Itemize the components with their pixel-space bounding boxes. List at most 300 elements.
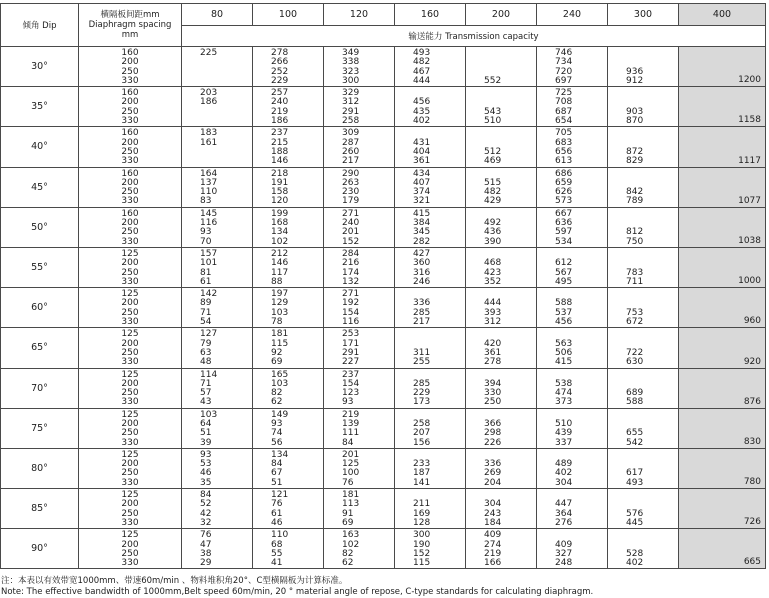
capacity-cell — [395, 529, 466, 569]
capacity-value: 158 — [271, 187, 289, 198]
capacity-value: 227 — [342, 357, 360, 368]
capacity-value: 829 — [626, 156, 644, 167]
capacity-value: 255 — [413, 357, 431, 368]
capacity-value: 402 — [413, 116, 431, 127]
dip-cell: 75° — [1, 408, 79, 448]
capacity-value: 110 — [271, 530, 289, 541]
spacing-value: 200 — [121, 177, 139, 188]
spacing-value: 250 — [121, 66, 139, 77]
capacity-value: 263 — [342, 177, 360, 188]
capacity-value: 181 — [271, 329, 289, 340]
spacing-value: 125 — [121, 530, 139, 541]
capacity-cell — [182, 448, 253, 488]
capacity-value: 282 — [413, 236, 431, 247]
capacity-cell — [253, 247, 324, 287]
spacing-value: 200 — [121, 418, 139, 429]
capacity-cell — [182, 489, 253, 529]
capacity-value: 67 — [271, 468, 283, 479]
capacity-value: 243 — [484, 508, 502, 519]
capacity-value: 52 — [200, 499, 212, 510]
capacity-cell — [395, 368, 466, 408]
capacity-cell — [608, 328, 679, 368]
capacity-value: 711 — [626, 276, 644, 287]
table-body — [1, 47, 766, 569]
capacity-value: 439 — [555, 428, 573, 439]
capacity-value: 56 — [271, 437, 283, 448]
capacity-value: 373 — [555, 397, 573, 408]
capacity-value: 186 — [271, 116, 289, 127]
capacity-cell — [253, 47, 324, 87]
capacity-value: 404 — [413, 146, 431, 157]
capacity-cell — [466, 368, 537, 408]
capacity-value: 230 — [342, 187, 360, 198]
capacity-value: 444 — [484, 298, 502, 309]
capacity-value: 93 — [200, 227, 212, 238]
capacity-value: 116 — [342, 317, 360, 328]
capacity-value: 113 — [342, 499, 360, 510]
capacity-value: 174 — [342, 267, 360, 278]
width-header: 160 — [395, 4, 466, 26]
capacity-value: 129 — [271, 298, 289, 309]
capacity-value: 654 — [555, 116, 573, 127]
capacity-value: 394 — [484, 378, 502, 389]
capacity-cell — [466, 529, 537, 569]
capacity-value: 186 — [200, 97, 218, 108]
capacity-value: 190 — [413, 539, 431, 550]
capacity-value: 337 — [555, 437, 573, 448]
capacity-value: 191 — [271, 177, 289, 188]
capacity-value: 567 — [555, 267, 573, 278]
table-row — [1, 489, 766, 529]
capacity-value: 336 — [413, 298, 431, 309]
table-row — [1, 247, 766, 287]
capacity-cell — [324, 207, 395, 247]
capacity-value: 89 — [200, 298, 212, 309]
capacity-value: 117 — [271, 267, 289, 278]
capacity-value: 211 — [413, 499, 431, 510]
capacity-value: 552 — [484, 75, 502, 86]
capacity-cell — [324, 408, 395, 448]
capacity-value: 76 — [342, 477, 354, 488]
capacity-value: 672 — [626, 317, 644, 328]
capacity-cell — [253, 529, 324, 569]
capacity-value: 435 — [413, 106, 431, 117]
capacity-value: 613 — [555, 156, 573, 167]
capacity-value: 493 — [413, 48, 431, 58]
spacing-value: 250 — [121, 307, 139, 318]
capacity-value: 100 — [342, 468, 360, 479]
spacing-value: 250 — [121, 267, 139, 278]
capacity-value: 154 — [342, 378, 360, 389]
capacity-cell — [466, 47, 537, 87]
capacity-value: 55 — [271, 548, 283, 559]
capacity-400-cell: 1158 — [679, 87, 766, 127]
dip-header: 倾角 Dip — [1, 4, 79, 47]
capacity-value: 164 — [200, 168, 218, 179]
capacity-value: 161 — [200, 137, 218, 148]
capacity-value: 468 — [484, 258, 502, 269]
capacity-cell — [608, 167, 679, 207]
width-header: 240 — [537, 4, 608, 26]
capacity-value: 125 — [342, 459, 360, 470]
capacity-value: 110 — [200, 187, 218, 198]
capacity-value: 103 — [271, 378, 289, 389]
capacity-cell — [182, 127, 253, 167]
capacity-value: 219 — [484, 548, 502, 559]
capacity-value: 51 — [200, 428, 212, 439]
capacity-value: 626 — [555, 187, 573, 198]
spacing-value: 160 — [121, 208, 139, 219]
capacity-400-cell: 920 — [679, 328, 766, 368]
capacity-400-cell: 1038 — [679, 207, 766, 247]
capacity-value: 746 — [555, 48, 573, 58]
capacity-value: 219 — [271, 106, 289, 117]
spacing-value: 250 — [121, 106, 139, 117]
capacity-value: 374 — [413, 187, 431, 198]
capacity-cell — [324, 328, 395, 368]
capacity-cell — [466, 167, 537, 207]
spacing-header-en: Diaphragm spacing mm — [88, 20, 172, 40]
capacity-value: 102 — [342, 539, 360, 550]
capacity-cell — [324, 47, 395, 87]
capacity-cell — [466, 87, 537, 127]
capacity-value: 38 — [200, 548, 212, 559]
capacity-value: 510 — [484, 116, 502, 127]
width-header: 400 — [679, 4, 766, 26]
capacity-value: 197 — [271, 289, 289, 300]
capacity-value: 181 — [342, 490, 360, 501]
capacity-value: 630 — [626, 357, 644, 368]
capacity-cell — [253, 408, 324, 448]
capacity-value: 252 — [271, 66, 289, 77]
footnote-en: Note: The effective bandwidth of 1000mm,Belt speed 60m/min, 20 ° material angle of repose, C-type standards for calculating diaphragm. — [1, 587, 594, 597]
capacity-400-cell: 1117 — [679, 127, 766, 167]
capacity-cell — [182, 47, 253, 87]
capacity-cell — [608, 207, 679, 247]
capacity-value: 409 — [555, 539, 573, 550]
capacity-value: 298 — [484, 428, 502, 439]
capacity-value: 218 — [271, 168, 289, 179]
capacity-value: 149 — [271, 409, 289, 420]
capacity-value: 588 — [555, 298, 573, 309]
capacity-cell — [466, 328, 537, 368]
capacity-400-cell: 876 — [679, 368, 766, 408]
dip-cell: 35° — [1, 87, 79, 127]
capacity-value: 659 — [555, 177, 573, 188]
capacity-value: 84 — [271, 459, 283, 470]
capacity-value: 207 — [413, 428, 431, 439]
dip-cell: 85° — [1, 489, 79, 529]
capacity-value: 32 — [200, 517, 212, 528]
capacity-value: 93 — [271, 418, 283, 429]
capacity-value — [626, 290, 678, 299]
capacity-value: 229 — [271, 75, 289, 86]
spacing-value: 200 — [121, 57, 139, 68]
capacity-value: 115 — [271, 338, 289, 349]
capacity-cell — [182, 167, 253, 207]
capacity-cell — [324, 167, 395, 207]
capacity-value: 48 — [200, 357, 212, 368]
capacity-value: 82 — [342, 548, 354, 559]
capacity-cell — [608, 247, 679, 287]
capacity-value: 872 — [626, 146, 644, 157]
dip-cell: 45° — [1, 167, 79, 207]
width-header: 200 — [466, 4, 537, 26]
capacity-value: 62 — [342, 558, 354, 569]
dip-cell: 50° — [1, 207, 79, 247]
spacing-value: 330 — [121, 116, 139, 127]
spacing-value: 200 — [121, 338, 139, 349]
capacity-value: 103 — [271, 307, 289, 318]
capacity-value: 216 — [342, 258, 360, 269]
capacity-value: 179 — [342, 196, 360, 207]
capacity-cell — [537, 328, 608, 368]
capacity-value: 284 — [342, 248, 360, 259]
capacity-value: 456 — [413, 97, 431, 108]
capacity-table — [0, 3, 766, 569]
capacity-value: 384 — [413, 218, 431, 229]
spacing-cell — [79, 167, 182, 207]
capacity-value: 936 — [626, 66, 644, 77]
capacity-value: 53 — [200, 459, 212, 470]
capacity-cell — [253, 368, 324, 408]
capacity-cell — [537, 247, 608, 287]
capacity-value: 683 — [555, 137, 573, 148]
width-header: 120 — [324, 4, 395, 26]
capacity-value: 420 — [484, 338, 502, 349]
capacity-value: 128 — [413, 517, 431, 528]
spacing-value: 250 — [121, 428, 139, 439]
spacing-header-cn: 横隔板间距mm — [100, 10, 160, 20]
capacity-value: 495 — [555, 276, 573, 287]
capacity-value: 349 — [342, 48, 360, 58]
capacity-value: 76 — [200, 530, 212, 541]
capacity-value: 69 — [342, 517, 354, 528]
capacity-cell — [608, 529, 679, 569]
capacity-cell — [466, 247, 537, 287]
spacing-value: 125 — [121, 369, 139, 380]
capacity-value: 300 — [413, 530, 431, 541]
capacity-value: 62 — [271, 397, 283, 408]
table-row — [1, 368, 766, 408]
capacity-value: 120 — [271, 196, 289, 207]
spacing-value: 250 — [121, 468, 139, 479]
capacity-value: 407 — [413, 177, 431, 188]
capacity-400-cell: 726 — [679, 489, 766, 529]
capacity-value: 103 — [200, 409, 218, 420]
capacity-value: 192 — [342, 298, 360, 309]
capacity-value: 789 — [626, 196, 644, 207]
capacity-value: 233 — [413, 459, 431, 470]
capacity-cell — [395, 408, 466, 448]
capacity-value: 542 — [626, 437, 644, 448]
capacity-value: 276 — [555, 517, 573, 528]
capacity-value: 510 — [555, 418, 573, 429]
capacity-cell — [537, 368, 608, 408]
capacity-value: 534 — [555, 236, 573, 247]
capacity-value: 361 — [484, 347, 502, 358]
capacity-400-cell: 960 — [679, 288, 766, 328]
capacity-value: 248 — [555, 558, 573, 569]
capacity-value: 327 — [555, 548, 573, 559]
capacity-value: 655 — [626, 428, 644, 439]
capacity-value — [626, 330, 678, 339]
capacity-value: 79 — [200, 338, 212, 349]
spacing-value: 200 — [121, 298, 139, 309]
capacity-value: 285 — [413, 307, 431, 318]
spacing-value: 250 — [121, 508, 139, 519]
capacity-value — [413, 330, 465, 339]
capacity-value: 258 — [413, 418, 431, 429]
capacity-value: 183 — [200, 128, 218, 139]
capacity-cell — [182, 207, 253, 247]
capacity-value — [626, 250, 678, 259]
spacing-value: 160 — [121, 128, 139, 139]
spacing-value: 200 — [121, 499, 139, 510]
capacity-value: 88 — [271, 276, 283, 287]
capacity-400-cell: 1200 — [679, 47, 766, 87]
capacity-value: 271 — [342, 289, 360, 300]
table-row — [1, 167, 766, 207]
capacity-value: 912 — [626, 75, 644, 86]
capacity-value: 57 — [200, 388, 212, 399]
capacity-value — [484, 129, 536, 138]
capacity-cell — [253, 207, 324, 247]
capacity-value: 145 — [200, 208, 218, 219]
table-row — [1, 47, 766, 87]
capacity-value: 54 — [200, 317, 212, 328]
capacity-value: 168 — [271, 218, 289, 229]
capacity-value: 76 — [271, 499, 283, 510]
capacity-value: 237 — [271, 128, 289, 139]
capacity-cell — [324, 529, 395, 569]
capacity-cell — [182, 247, 253, 287]
capacity-value: 165 — [271, 369, 289, 380]
capacity-value: 71 — [200, 307, 212, 318]
spacing-cell — [79, 529, 182, 569]
capacity-value: 312 — [484, 317, 502, 328]
capacity-value: 187 — [413, 468, 431, 479]
capacity-cell — [324, 448, 395, 488]
capacity-value: 528 — [626, 548, 644, 559]
capacity-value: 842 — [626, 187, 644, 198]
capacity-value: 115 — [413, 558, 431, 569]
capacity-value: 753 — [626, 307, 644, 318]
capacity-value: 163 — [342, 530, 360, 541]
capacity-value: 141 — [413, 477, 431, 488]
capacity-cell — [395, 167, 466, 207]
capacity-value: 134 — [271, 227, 289, 238]
spacing-value: 200 — [121, 378, 139, 389]
spacing-cell — [79, 247, 182, 287]
capacity-value: 338 — [342, 57, 360, 68]
capacity-value: 300 — [342, 75, 360, 86]
capacity-cell — [182, 328, 253, 368]
capacity-value: 360 — [413, 258, 431, 269]
capacity-value: 467 — [413, 66, 431, 77]
capacity-value: 39 — [200, 437, 212, 448]
capacity-value: 217 — [342, 156, 360, 167]
capacity-value: 366 — [484, 418, 502, 429]
capacity-value — [626, 89, 678, 98]
capacity-cell — [608, 368, 679, 408]
capacity-value: 393 — [484, 307, 502, 318]
capacity-value: 597 — [555, 227, 573, 238]
capacity-value: 29 — [200, 558, 212, 569]
spacing-value: 330 — [121, 276, 139, 287]
capacity-value: 83 — [200, 196, 212, 207]
capacity-value: 291 — [342, 347, 360, 358]
capacity-value: 429 — [484, 196, 502, 207]
capacity-cell — [253, 489, 324, 529]
capacity-value: 722 — [626, 347, 644, 358]
capacity-value: 431 — [413, 137, 431, 148]
capacity-value: 402 — [555, 468, 573, 479]
capacity-value: 686 — [555, 168, 573, 179]
capacity-cell — [395, 489, 466, 529]
capacity-cell — [324, 489, 395, 529]
capacity-value: 204 — [484, 477, 502, 488]
capacity-cell — [466, 288, 537, 328]
capacity-value — [626, 491, 678, 500]
dip-cell: 90° — [1, 529, 79, 569]
capacity-value: 689 — [626, 388, 644, 399]
spacing-value: 330 — [121, 357, 139, 368]
capacity-value: 309 — [342, 128, 360, 139]
capacity-value: 427 — [413, 248, 431, 259]
capacity-value: 323 — [342, 66, 360, 77]
spacing-value: 330 — [121, 236, 139, 247]
capacity-cell — [395, 207, 466, 247]
capacity-cell — [395, 448, 466, 488]
spacing-cell — [79, 87, 182, 127]
capacity-value: 278 — [484, 357, 502, 368]
capacity-value: 74 — [271, 428, 283, 439]
capacity-value: 304 — [555, 477, 573, 488]
capacity-cell — [608, 288, 679, 328]
capacity-cell — [608, 489, 679, 529]
spacing-value: 200 — [121, 97, 139, 108]
capacity-value: 734 — [555, 57, 573, 68]
capacity-cell — [182, 408, 253, 448]
capacity-value — [626, 129, 678, 138]
spacing-value: 250 — [121, 146, 139, 157]
capacity-value: 152 — [413, 548, 431, 559]
capacity-header: 输送能力 Transmission capacity — [182, 25, 766, 47]
capacity-value: 42 — [200, 508, 212, 519]
capacity-cell — [253, 87, 324, 127]
capacity-value: 269 — [484, 468, 502, 479]
spacing-value: 200 — [121, 459, 139, 470]
table-row — [1, 408, 766, 448]
capacity-value: 171 — [342, 338, 360, 349]
spacing-value: 200 — [121, 137, 139, 148]
capacity-value: 512 — [484, 146, 502, 157]
capacity-value: 201 — [342, 449, 360, 460]
capacity-value: 506 — [555, 347, 573, 358]
spacing-value: 125 — [121, 329, 139, 340]
dip-cell: 55° — [1, 247, 79, 287]
capacity-value: 258 — [342, 116, 360, 127]
capacity-cell — [182, 87, 253, 127]
capacity-value: 217 — [413, 317, 431, 328]
table-row — [1, 288, 766, 328]
capacity-value: 573 — [555, 196, 573, 207]
capacity-value: 132 — [342, 276, 360, 287]
capacity-cell — [253, 127, 324, 167]
capacity-value: 725 — [555, 88, 573, 99]
capacity-value: 188 — [271, 146, 289, 157]
